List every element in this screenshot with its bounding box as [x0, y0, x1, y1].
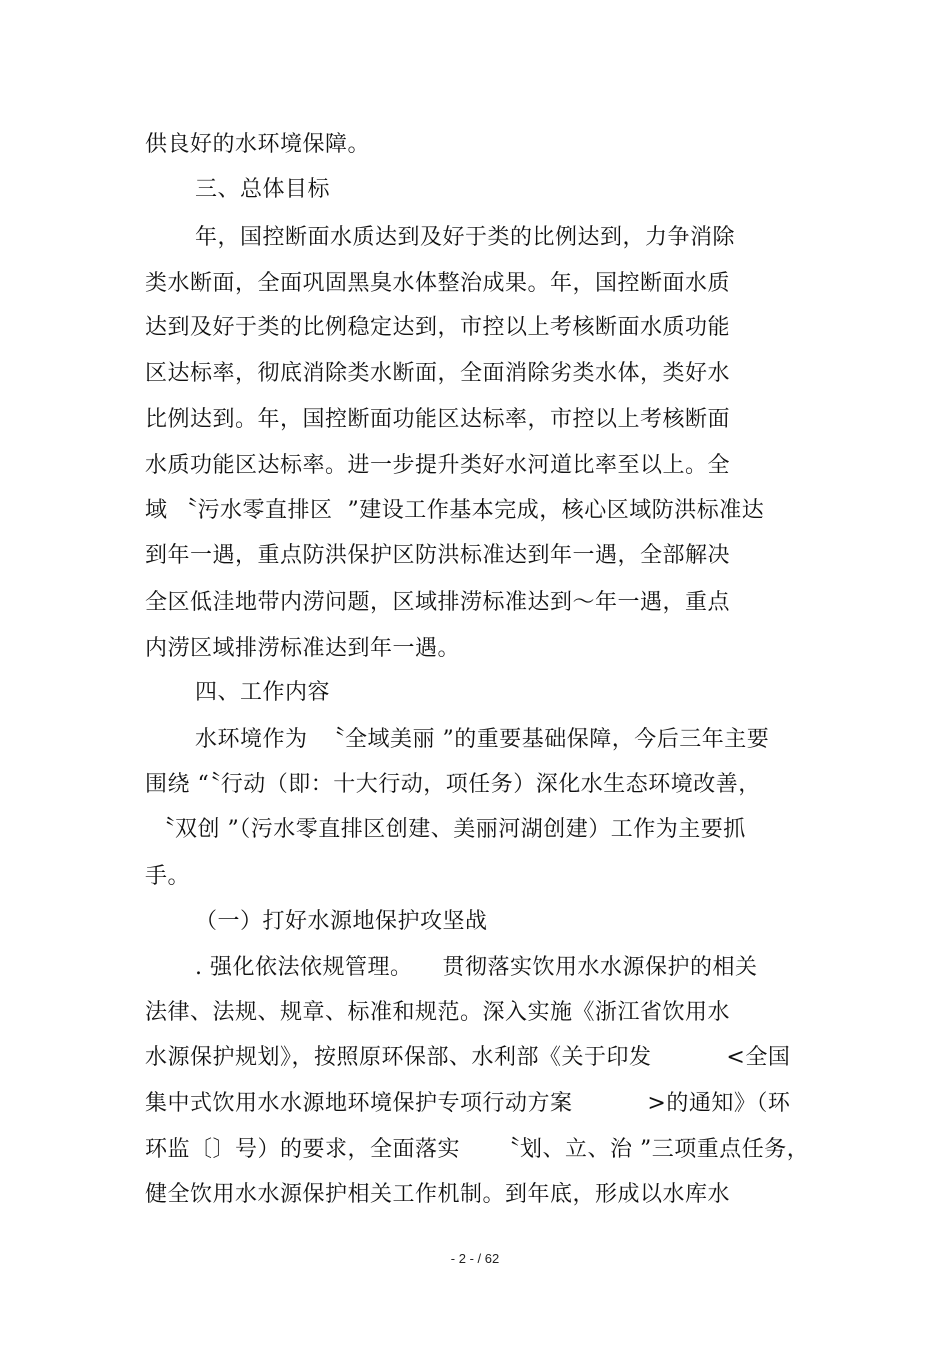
paragraph-line: 水源保护规划》，按照原环保部、水利部《关于印发 <全国 [145, 1045, 791, 1070]
paragraph-line: 比例达到。年，国控断面功能区达标率，市控以上考核断面 [145, 407, 731, 432]
paragraph-line: 水质功能区达标率。进一步提升类好水河道比率至以上。全 [145, 453, 731, 478]
paragraph-line: 域 〝污水零直排区 ”建设工作基本完成，核心区域防洪标准达 [145, 498, 765, 523]
paragraph-line: 供良好的水环境保障。 [145, 132, 371, 157]
paragraph-line: 内涝区域排涝标准达到年一遇。 [145, 636, 461, 661]
paragraph-line: 〝双创 ”（污水零直排区创建、美丽河湖创建）工作为主要抓 [145, 817, 746, 842]
paragraph-line: 环监〔〕号）的要求，全面落实 〝划、立、治 ”三项重点任务， [145, 1137, 810, 1162]
paragraph-line: 集中式饮用水水源地环境保护专项行动方案 >的通知》（环 [145, 1091, 791, 1116]
subsection-heading: （一）打好水源地保护攻坚战 [195, 909, 488, 934]
paragraph-line: 年，国控断面水质达到及好于类的比例达到，力争消除 [195, 225, 736, 250]
section-heading: 三、总体目标 [195, 177, 331, 202]
paragraph-line: 区达标率，彻底消除类水断面，全面消除劣类水体，类好水 [145, 361, 731, 386]
paragraph-line: 水环境作为 〝全域美丽 ”的重要基础保障，今后三年主要 [195, 727, 770, 752]
paragraph-line: 类水断面，全面巩固黑臭水体整治成果。年，国控断面水质 [145, 271, 731, 296]
paragraph-line: 到年一遇，重点防洪保护区防洪标准达到年一遇，全部解决 [145, 543, 731, 568]
paragraph-line: 围绕 “〝行动（即：十大行动，项任务）深化水生态环境改善， [145, 772, 761, 797]
paragraph-line: 达到及好于类的比例稳定达到，市控以上考核断面水质功能 [145, 315, 731, 340]
page-number: - 2 - / 62 [450, 1251, 500, 1266]
paragraph-line: 手。 [145, 864, 191, 889]
paragraph-line: 法律、法规、规章、标准和规范。深入实施《浙江省饮用水 [145, 1000, 731, 1025]
section-heading: 四、工作内容 [195, 680, 331, 705]
paragraph-line: 全区低洼地带内涝问题，区域排涝标准达到～年一遇，重点 [145, 590, 731, 615]
paragraph-line: 健全饮用水水源保护相关工作机制。到年底，形成以水库水 [145, 1182, 731, 1207]
paragraph-line: . 强化依法依规管理。 贯彻落实饮用水水源保护的相关 [195, 955, 758, 980]
